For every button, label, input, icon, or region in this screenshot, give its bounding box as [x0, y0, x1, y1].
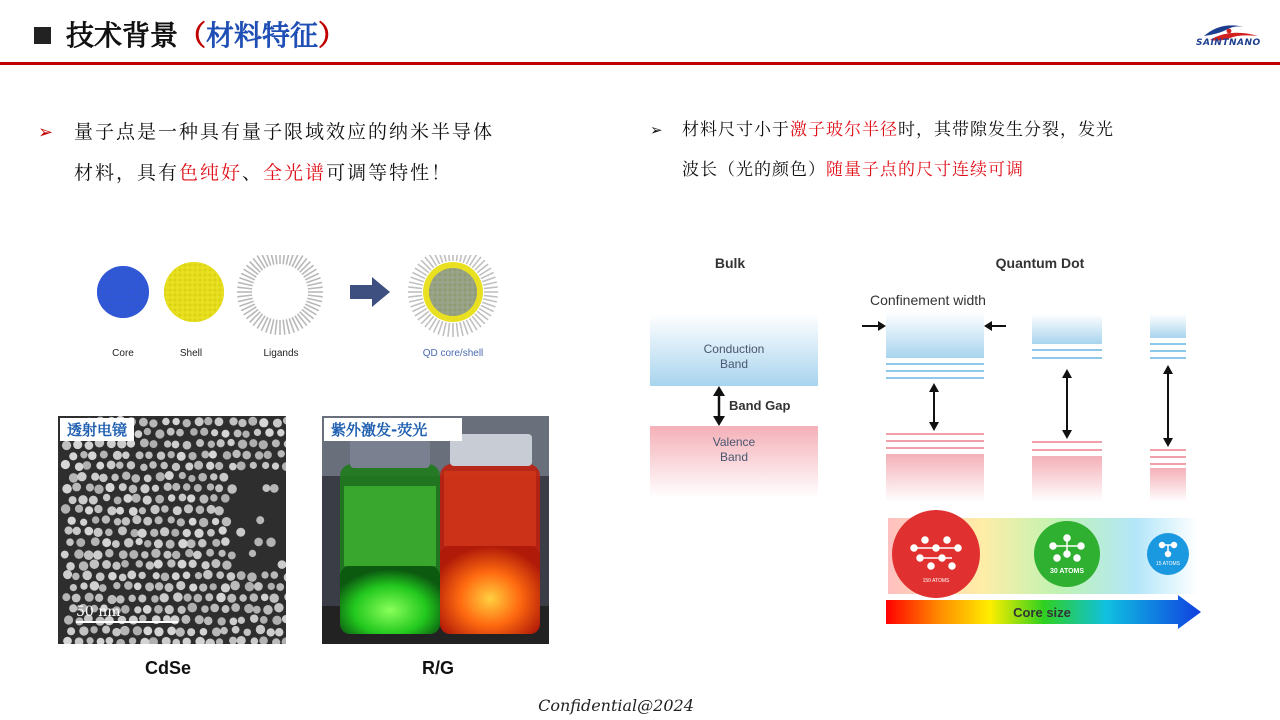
qd-structure-diagram — [90, 255, 510, 345]
band-gap-label: Band Gap — [729, 398, 791, 413]
right-part-a: 材料尺寸小于 — [682, 120, 790, 140]
left-highlight-full-spectrum: 全光谱 — [263, 162, 327, 184]
right-bullet-text — [650, 110, 1230, 190]
right-part-b: 时，其带隙发生分裂，发光 — [898, 120, 1114, 140]
page-title — [66, 14, 346, 54]
uv-label: 紫外激发-荧光 — [324, 418, 462, 441]
uv-caption: R/G — [421, 658, 454, 678]
band-gap-arrow-icon — [713, 386, 725, 426]
footer-confidential: Confidential@2024 — [538, 696, 694, 715]
arrow-bullet-icon: ➢ — [38, 122, 56, 143]
left-line2-c: 可调等特性！ — [326, 162, 453, 184]
tem-caption: CdSe — [144, 658, 191, 678]
conduction-band-text: Band — [719, 357, 749, 371]
conduction-band-label — [684, 342, 784, 372]
title-open-paren: （ — [178, 19, 207, 52]
title-close-paren: ） — [318, 19, 347, 52]
qd-mid-bands — [1032, 314, 1102, 502]
valence-text: Valence — [712, 435, 756, 449]
tem-scale-bar-label: 50 nm — [76, 604, 121, 620]
uv-fluorescence-image — [322, 416, 549, 644]
left-highlight-color-purity: 色纯好 — [179, 162, 243, 184]
tem-label: 透射电镜 — [60, 418, 134, 441]
core-label: Core — [112, 348, 134, 359]
left-line1: 量子点是一种具有量子限域效应的纳米半导体 — [74, 121, 495, 143]
logo-text: SAINTNANO — [1196, 38, 1261, 48]
bulk-heading: Bulk — [714, 255, 746, 271]
atoms-large-label: 150 ATOMS — [922, 578, 950, 584]
core-sphere-icon — [97, 266, 149, 318]
shell-label: Shell — [179, 348, 203, 359]
atoms-small-label: 15 ATOMS — [1156, 561, 1180, 567]
title-sub: 材料特征 — [206, 19, 319, 52]
right-part-c: 波长（光的颜色） — [682, 160, 826, 180]
qd-small-bands — [1150, 314, 1186, 502]
core-size-label: Core size — [1013, 605, 1071, 620]
shell-sphere-icon — [164, 262, 224, 322]
conduction-text: Conduction — [703, 342, 765, 356]
arrow-right-icon — [350, 277, 390, 307]
ligands-ring-icon — [237, 255, 323, 335]
right-highlight-tunable: 随量子点的尺寸连续可调 — [826, 160, 1024, 180]
qd-core-shell-label: QD core/shell — [422, 348, 484, 359]
atom-cluster-large-icon — [892, 510, 980, 598]
atom-cluster-small-icon — [1147, 533, 1189, 575]
ligands-label: Ligands — [263, 348, 299, 359]
confinement-width-label: Confinement width — [870, 292, 986, 308]
valence-band-label — [684, 435, 784, 465]
qd-large-bands — [886, 312, 984, 502]
arrow-bullet-icon: ➢ — [650, 121, 664, 139]
title-main: 技术背景 — [66, 19, 179, 52]
title-divider — [0, 62, 1280, 65]
quantum-dot-heading: Quantum Dot — [995, 255, 1085, 271]
left-bullet-text — [38, 112, 578, 194]
qd-core-shell-icon — [408, 255, 498, 337]
right-highlight-bohr-radius: 激子玻尔半径 — [790, 120, 898, 140]
atom-cluster-mid-icon — [1034, 521, 1100, 587]
left-line2-a: 材料，具有 — [74, 162, 180, 184]
title-bullet-square — [34, 27, 51, 44]
left-line2-b: 、 — [242, 162, 264, 184]
atoms-mid-label: 30 ATOMS — [1049, 568, 1085, 575]
valence-band-text: Band — [719, 450, 749, 464]
